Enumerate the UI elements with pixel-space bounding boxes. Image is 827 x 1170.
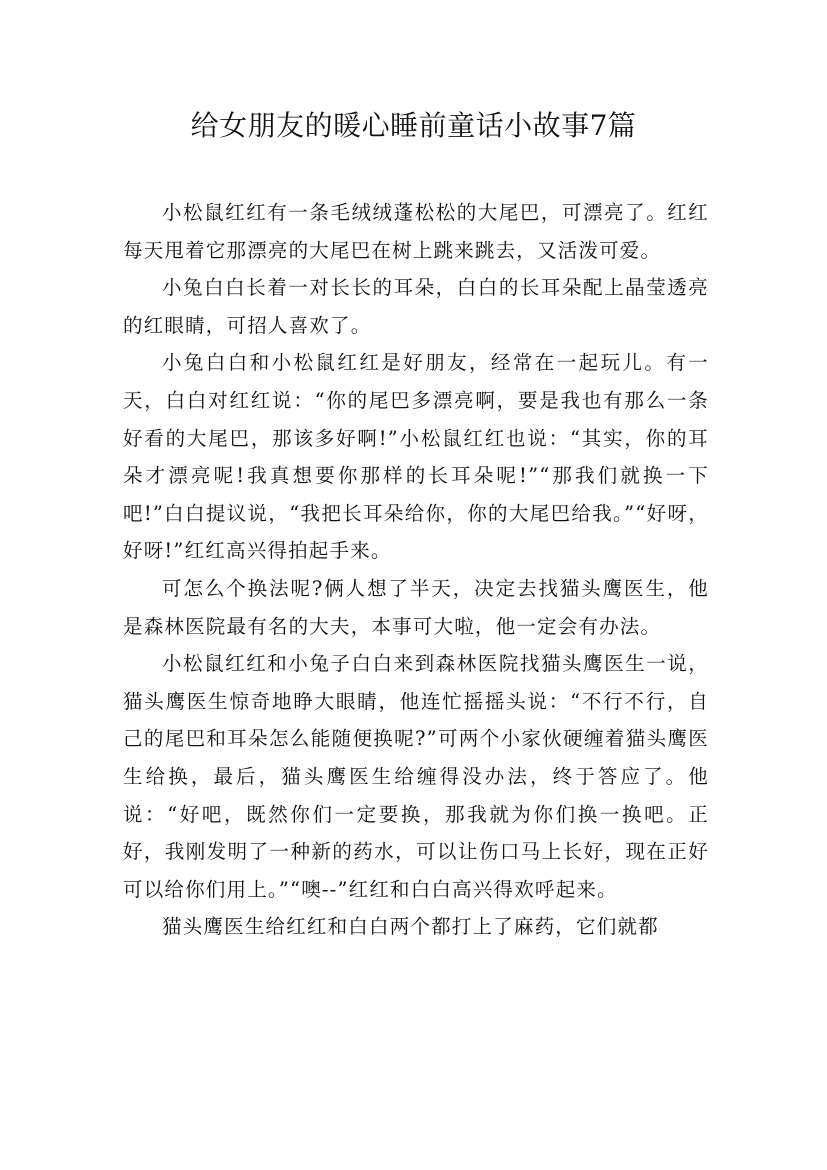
document-title: 给女朋友的暖心睡前童话小故事7篇 [190, 109, 637, 142]
paragraph: 小松鼠红红有一条毛绒绒蓬松松的大尾巴，可漂亮了。红红每天甩着它那漂亮的大尾巴在树上跳来跳去，又活泼可爱。 [123, 201, 709, 262]
paragraph: 猫头鹰医生给红红和白白两个都打上了麻药，它们就都 [162, 915, 659, 939]
paragraph: 小松鼠红红和小兔子白白来到森林医院找猫头鹰医生一说，猫头鹰医生惊奇地睁大眼睛，他连忙摇摇头说：“不行不行，自己的尾巴和耳朵怎么能随便换呢?”可两个小家伙硬缠着猫头鹰医生给换，最后，猫头鹰医生给缠得没办法，终于答应了。他说：“好吧，既然你们一定要换，那我就为你们换一换吧。正好，我刚发明了一种新的药水，可以让伤口马上长好，现在正好可以给你们用上。”“噢--”红红和白白高兴得欢呼起来。 [123, 652, 709, 901]
paragraph: 小兔白白和小松鼠红红是好朋友，经常在一起玩儿。有一天，白白对红红说：“你的尾巴多漂亮啊，要是我也有那么一条好看的大尾巴，那该多好啊!”小松鼠红红也说：“其实，你的耳朵才漂亮呢!我真想要你那样的长耳朵呢!”“那我们就换一下吧!”白白提议说，“我把长耳朵给你，你的大尾巴给我。”“好呀，好呀!”红红高兴得拍起手来。 [123, 351, 709, 563]
paragraph: 小兔白白长着一对长长的耳朵，白白的长耳朵配上晶莹透亮的红眼睛，可招人喜欢了。 [123, 276, 709, 337]
document-body [123, 194, 709, 946]
paragraph: 可怎么个换法呢?俩人想了半天，决定去找猫头鹰医生，他是森林医院最有名的大夫，本事可大啦，他一定会有办法。 [123, 576, 709, 638]
